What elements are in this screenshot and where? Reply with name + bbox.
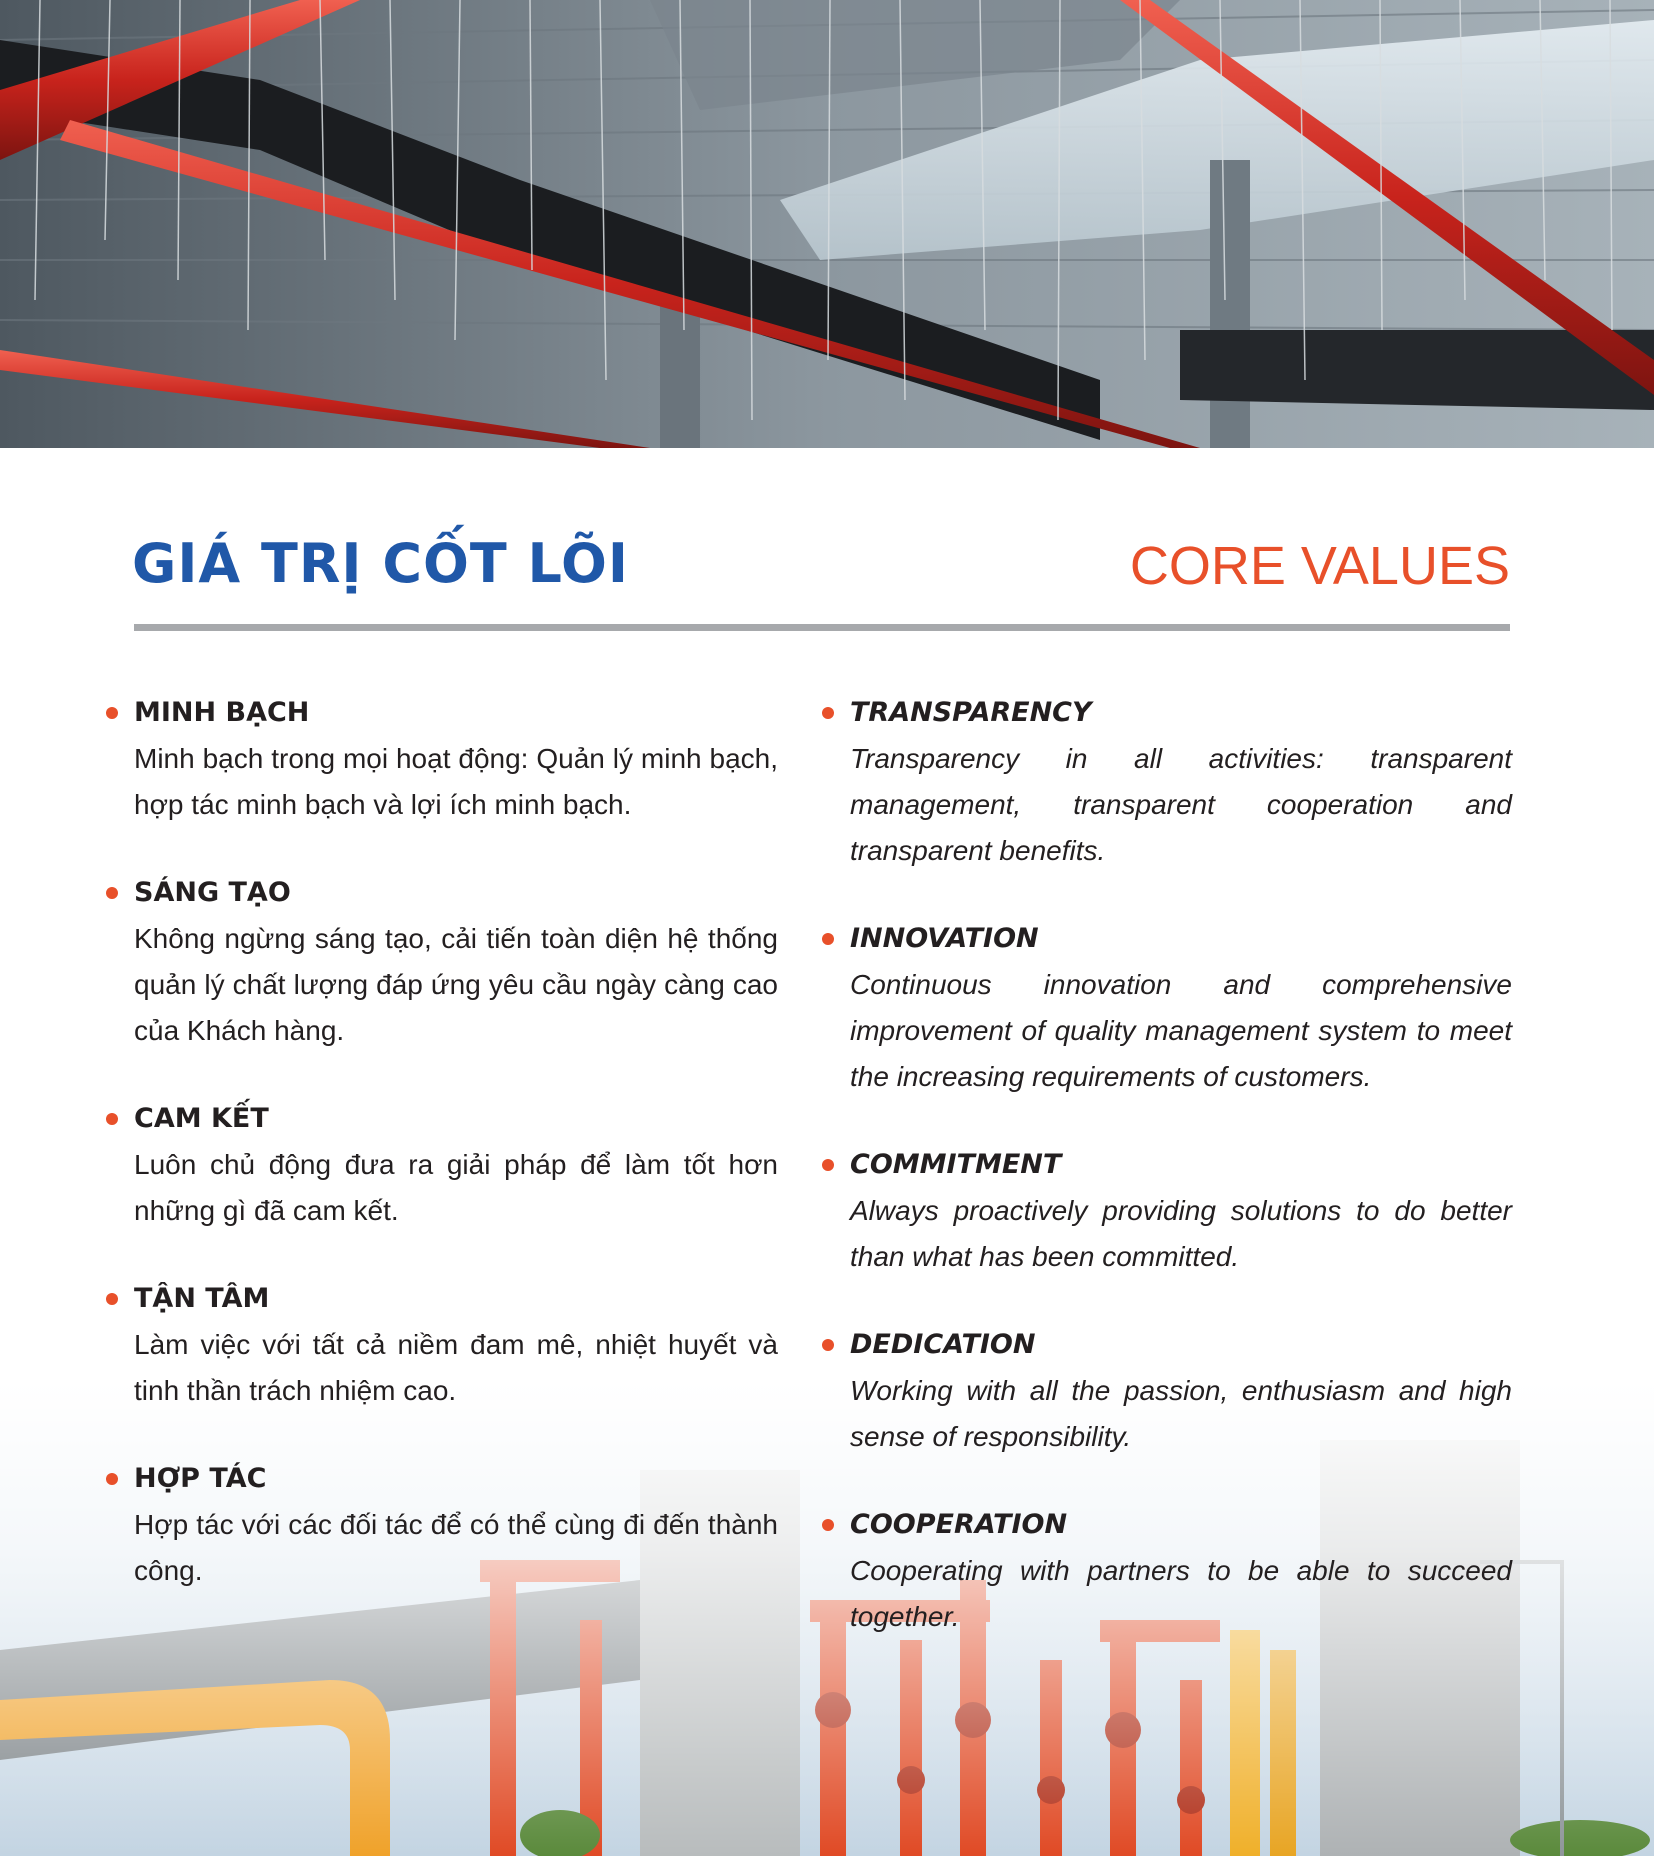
bullet-icon: [822, 1519, 834, 1531]
ceiling-photo: [0, 0, 1654, 448]
value-description: Transparency in all activities: transparent management, transparent cooperation and transparent benefits.: [850, 743, 1512, 866]
value-item: [106, 1276, 778, 1414]
title-vietnamese: GIÁ TRỊ CỐT LÕI: [132, 532, 629, 595]
value-heading: MINH BẠCH: [134, 697, 310, 728]
value-heading: DEDICATION: [850, 1329, 1036, 1360]
bullet-icon: [106, 1293, 118, 1305]
bullet-icon: [822, 1339, 834, 1351]
title-english: CORE VALUES: [1129, 536, 1510, 596]
bullet-icon: [106, 1113, 118, 1125]
value-item: [822, 1142, 1512, 1280]
value-heading: INNOVATION: [850, 923, 1039, 954]
value-description: Minh bạch trong mọi hoạt động: Quản lý minh bạch, hợp tác minh bạch và lợi ích minh bạch.: [134, 743, 778, 820]
value-item: [106, 1456, 778, 1594]
value-description: Working with all the passion, enthusiasm and high sense of responsibility.: [850, 1375, 1512, 1452]
bullet-icon: [822, 707, 834, 719]
bullet-icon: [106, 1473, 118, 1485]
value-item: [106, 870, 778, 1054]
value-item: [822, 916, 1512, 1100]
value-description: Hợp tác với các đối tác để có thể cùng đi đến thành công.: [134, 1509, 778, 1586]
value-description: Always proactively providing solutions to do better than what has been committed.: [850, 1195, 1512, 1272]
bullet-icon: [106, 887, 118, 899]
value-heading: COMMITMENT: [850, 1149, 1062, 1180]
value-description: Continuous innovation and comprehensive improvement of quality management system to meet the increasing requirements of customers.: [850, 969, 1512, 1092]
title-divider: [134, 624, 1510, 631]
value-heading: CAM KẾT: [134, 1103, 269, 1134]
value-description: Làm việc với tất cả niềm đam mê, nhiệt huyết và tinh thần trách nhiệm cao.: [134, 1329, 778, 1406]
bullet-icon: [822, 933, 834, 945]
value-heading: TẬN TÂM: [134, 1283, 270, 1314]
value-item: [822, 1502, 1512, 1640]
value-heading: TRANSPARENCY: [850, 697, 1092, 728]
value-item: [106, 690, 778, 828]
values-list-english: [822, 690, 1512, 1682]
value-description: Cooperating with partners to be able to succeed together.: [850, 1555, 1512, 1632]
bullet-icon: [822, 1159, 834, 1171]
value-heading: COOPERATION: [850, 1509, 1068, 1540]
bullet-icon: [106, 707, 118, 719]
value-heading: SÁNG TẠO: [134, 877, 291, 908]
value-description: Luôn chủ động đưa ra giải pháp để làm tốt hơn những gì đã cam kết.: [134, 1149, 778, 1226]
value-item: [106, 1096, 778, 1234]
values-list-vietnamese: [106, 690, 778, 1636]
value-item: [822, 1322, 1512, 1460]
value-item: [822, 690, 1512, 874]
value-heading: HỢP TÁC: [134, 1463, 267, 1494]
value-description: Không ngừng sáng tạo, cải tiến toàn diện hệ thống quản lý chất lượng đáp ứng yêu cầu ngày càng cao của Khách hàng.: [134, 923, 778, 1046]
